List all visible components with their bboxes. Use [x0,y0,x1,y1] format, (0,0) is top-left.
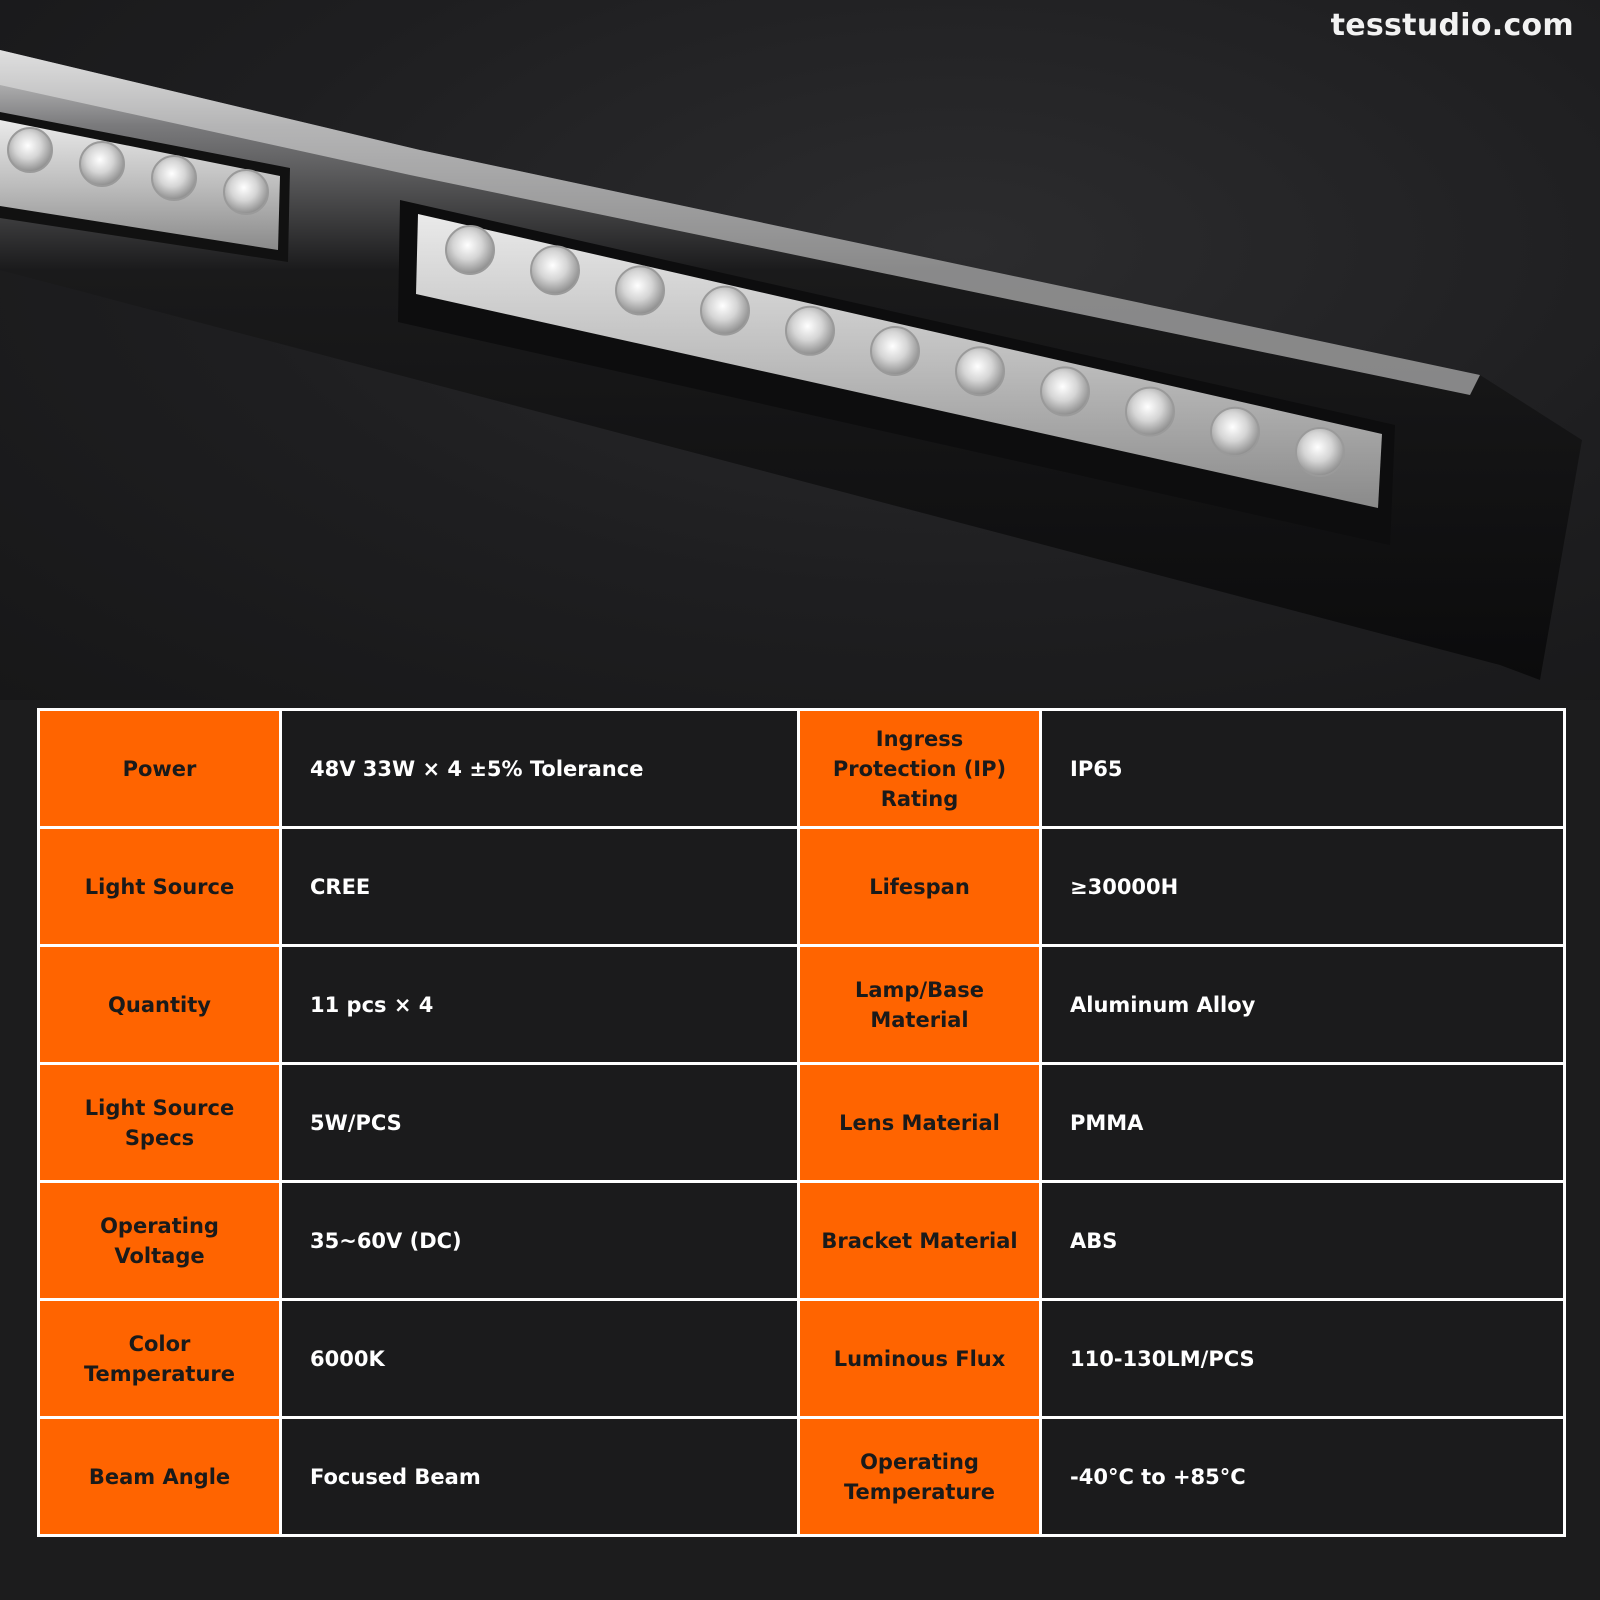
spec-row [39,1182,1565,1300]
spec-value: 11 pcs × 4 [281,946,799,1064]
spec-table [37,708,1566,1537]
product-hero [0,0,1600,700]
spec-value: PMMA [1041,1064,1565,1182]
led-emitter [224,170,268,214]
led-emitter [1126,388,1174,436]
light-bar-illustration [0,0,1600,700]
led-emitter [531,246,579,294]
spec-label: Lifespan [799,828,1041,946]
spec-label: Operating Temperature [799,1418,1041,1536]
spec-label: Lens Material [799,1064,1041,1182]
led-emitter [956,347,1004,395]
spec-label: Light Source [39,828,281,946]
led-emitter [1211,408,1259,456]
spec-label: Operating Voltage [39,1182,281,1300]
led-emitter [616,266,664,314]
spec-value: -40°C to +85°C [1041,1418,1565,1536]
led-emitter [1296,428,1344,476]
led-emitter [701,287,749,335]
brand-website: tesstudio.com [1330,8,1574,43]
spec-label: Quantity [39,946,281,1064]
led-emitter [80,142,124,186]
spec-value: Aluminum Alloy [1041,946,1565,1064]
spec-value: 35~60V (DC) [281,1182,799,1300]
spec-value: 5W/PCS [281,1064,799,1182]
spec-row [39,710,1565,828]
led-emitter [8,128,52,172]
spec-value: Focused Beam [281,1418,799,1536]
spec-value: 6000K [281,1300,799,1418]
led-emitter [152,156,196,200]
spec-label: Ingress Protection (IP) Rating [799,710,1041,828]
spec-value: 110-130LM/PCS [1041,1300,1565,1418]
spec-label: Luminous Flux [799,1300,1041,1418]
led-emitter [786,307,834,355]
spec-value: IP65 [1041,710,1565,828]
spec-value: ABS [1041,1182,1565,1300]
led-emitter [871,327,919,375]
led-emitter [446,226,494,274]
spec-label: Color Temperature [39,1300,281,1418]
spec-value: ≥30000H [1041,828,1565,946]
spec-value: 48V 33W × 4 ±5% Tolerance [281,710,799,828]
spec-row [39,1064,1565,1182]
spec-row [39,946,1565,1064]
spec-value: CREE [281,828,799,946]
spec-label: Lamp/Base Material [799,946,1041,1064]
spec-table-body [39,710,1565,1536]
spec-label: Bracket Material [799,1182,1041,1300]
led-emitter [1041,367,1089,415]
spec-label: Beam Angle [39,1418,281,1536]
spec-label: Light Source Specs [39,1064,281,1182]
spec-label: Power [39,710,281,828]
spec-row [39,1418,1565,1536]
spec-row [39,828,1565,946]
spec-row [39,1300,1565,1418]
